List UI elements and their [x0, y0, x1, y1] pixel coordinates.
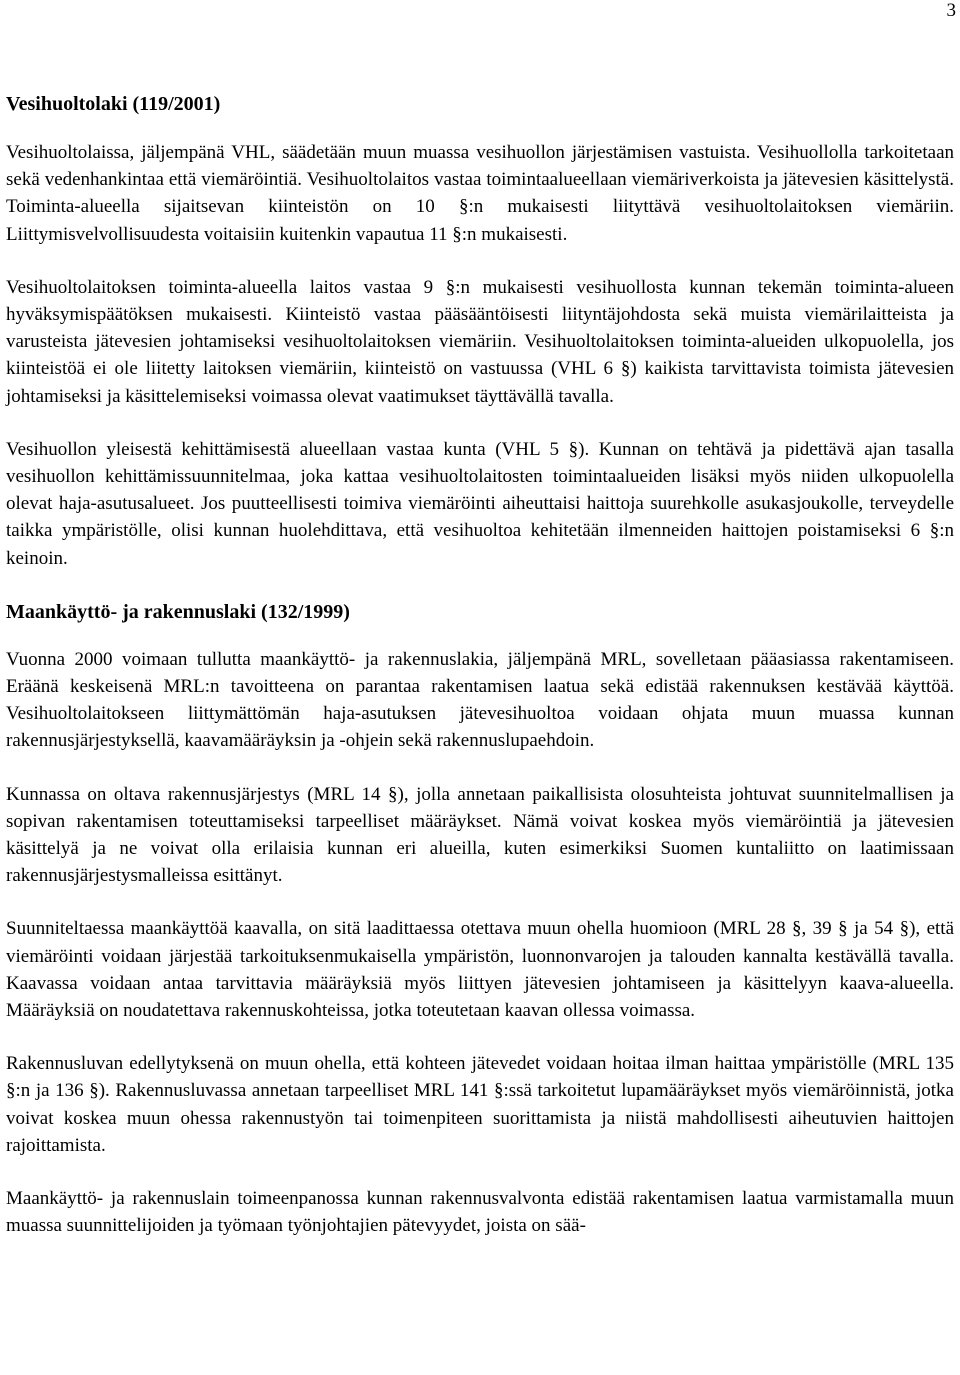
section-heading: Vesihuoltolaki (119/2001) — [6, 93, 221, 115]
section-maankaytto-ja-rakennuslaki — [6, 598, 954, 1240]
paragraph: Vesihuoltolaitoksen toiminta-alueella laitos vastaa 9 §:n mukaisesti vesihuollosta kunnan tekemän toiminta-alueen hyväksymispäätöksen mukaisesti. Kiinteistö vastaa pääsääntöisesti liityntäjohdosta sekä muista viemärilaitteista ja varusteista jätevesien johtamiseksi vesihuoltolaitoksen viemäriin. Vesihuoltolaitoksen toiminta-alueiden ulkopuolella, jos kiinteistöä ei ole liitetty laitoksen viemäriin, kiinteistö on vastuussa (VHL 6 §) kaikista tarvittavista toimista jätevesien johtamiseksi ja käsittelemiseksi voimassa olevat vaatimukset täyttävällä tavalla. — [6, 276, 954, 407]
paragraph: Vuonna 2000 voimaan tullutta maankäyttö- ja rakennuslakia, jäljempänä MRL, sovelletaan pääasiassa rakentamiseen. Eräänä keskeisenä MRL:n tavoitteena on parantaa rakentamisen laatua sekä edistää rakennuksen kestävää käyttöä. Vesihuoltolaitokseen liittymättömän haja-asutuksen jätevesihuoltoa voidaan ohjata muun muassa kunnan rakennusjärjestyksellä, kaavamääräyksin ja -ohjein sekä rakennuslupaehdoin. — [6, 648, 954, 752]
paragraph: Vesihuollon yleisestä kehittämisestä alueellaan vastaa kunta (VHL 5 §). Kunnan on tehtävä ja pidettävä ajan tasalla vesihuollon kehittämissuunnitelmaa, joka kattaa vesihuoltolaitosten toimintaalueiden lisäksi myös niiden ulkopuolella olevat haja-asutusalueet. Jos puutteellisesti toimiva viemäröinti aiheuttaisi haittoja suurehkolle asukasjoukolle, terveydelle taikka ympäristölle, olisi kunnan huolehdittava, että vesihuoltoa kehitetään ilmenneiden haittojen poistamiseksi 6 §:n keinoin. — [6, 438, 954, 569]
section-heading: Maankäyttö- ja rakennuslaki (132/1999) — [6, 600, 350, 623]
paragraph: Vesihuoltolaissa, jäljempänä VHL, säädetään muun muassa vesihuollon järjestämisen vastuista. Vesihuollolla tarkoitetaan sekä vedenhankintaa että viemäröintiä. Vesihuoltolaitos vastaa toimintaalueellaan viemäriverkoista ja jätevesien käsittelystä. Toiminta-alueella sijaitsevan kiinteistön on 10 §:n mukaisesti liityttävä vesihuoltolaitoksen viemäriin. Liittymisvelvollisuudesta voitaisiin kuitenkin vapautua 11 §:n mukaisesti. — [6, 142, 954, 245]
paragraph: Maankäyttö- ja rakennuslain toimeenpanossa kunnan rakennusvalvonta edistää rakentamisen laatua varmistamalla muun muassa suunnittelijoiden ja työmaan työnjohtajien pätevyydet, joista on sää- — [6, 1188, 954, 1237]
page-number: 3 — [946, 0, 956, 21]
section-vesihuoltolaki — [6, 90, 954, 572]
paragraph: Kunnassa on oltava rakennusjärjestys (MRL 14 §), jolla annetaan paikallisista olosuhteista johtuvat suunnitelmallisen ja sopivan rakentamisen toteuttamiseksi tarpeelliset määräykset. Nämä voivat koskea myös viemäröintiä ja jätevesien käsittelyä ja ne voivat olla erilaisia kunnan eri alueilla, kuten esimerkiksi Suomen kuntaliitto on laatimissaan rakennusjärjestysmalleissa esittänyt. — [6, 783, 954, 887]
document-body — [6, 90, 954, 1266]
paragraph: Suunniteltaessa maankäyttöä kaavalla, on sitä laadittaessa otettava muun ohella huomioon (MRL 28 §, 39 § ja 54 §), että viemäröinti voidaan järjestää tarkoituksenmukaisella ympäristön, luonnonvarojen ja talouden kannalta kestävällä tavalla. Kaavassa voidaan antaa tarvittavia määräyksiä myös liittyen jätevesien johtamiseen ja käsittelyyn kaava-alueella. Määräyksiä on noudatettava rakennuskohteissa, jotka toteutetaan kaavan ollessa voimassa. — [6, 918, 954, 1022]
paragraph: Rakennusluvan edellytyksenä on muun ohella, että kohteen jätevedet voidaan hoitaa ilman haittaa ympäristölle (MRL 135 §:n ja 136 §). Rakennusluvassa annetaan tarpeelliset MRL 141 §:ssä tarkoitetut lupamääräykset myös viemäröinnistä, jotka voivat koskea muun ohessa rakennustyön tai toimenpiteen suorittamista ja niistä mahdollisesti aiheutuvien haittojen rajoittamista. — [6, 1053, 954, 1156]
